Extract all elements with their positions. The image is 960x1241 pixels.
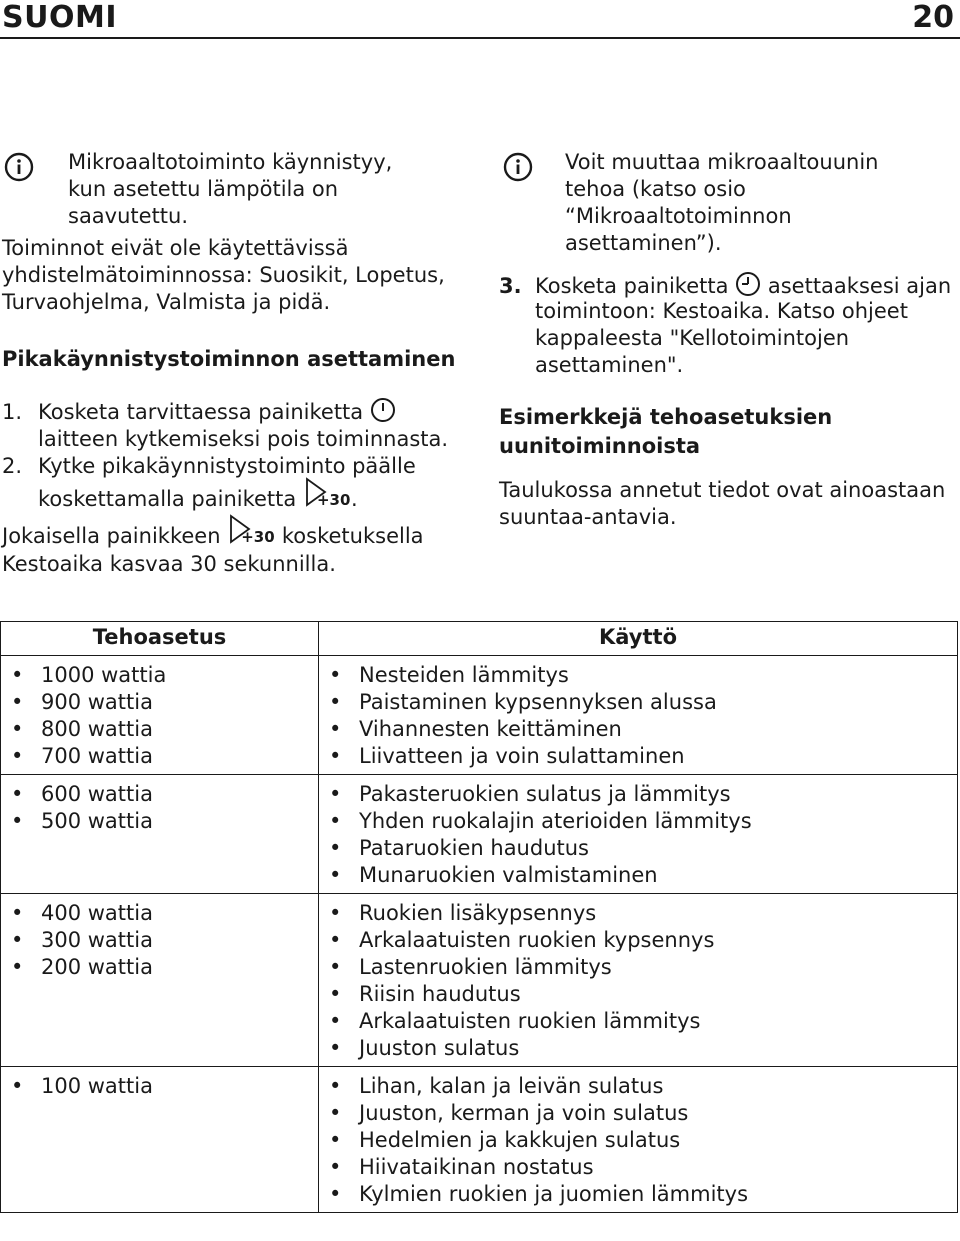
- step-1: [2, 397, 396, 426]
- list-item: • Yhden ruokalajin aterioiden lämmitys: [319, 808, 957, 835]
- step-number: 3.: [499, 274, 522, 298]
- table-row: [1, 656, 958, 775]
- info-note-right: [565, 149, 878, 257]
- list-item: • 500 wattia: [1, 808, 318, 835]
- list-item: • 900 wattia: [1, 689, 318, 716]
- step-text: koskettamalla painiketta: [38, 487, 297, 511]
- info-line: tehoa (katso osio: [565, 177, 746, 201]
- step-number: 1.: [2, 400, 23, 424]
- info-line: asettaminen”).: [565, 231, 722, 255]
- step-text: Kytke pikakäynnistystoiminto päälle: [38, 454, 416, 478]
- info-line: “Mikroaaltotoiminnon: [565, 204, 792, 228]
- list-item: • 700 wattia: [1, 743, 318, 770]
- use-cell: [319, 775, 958, 894]
- info-icon: [4, 152, 34, 182]
- subheading-line: Esimerkkejä tehoasetuksien: [499, 405, 833, 429]
- list-item: • Lastenruokien lämmitys: [319, 954, 957, 981]
- list-item: • Paistaminen kypsennyksen alussa: [319, 689, 957, 716]
- plus30-button-icon: [303, 485, 351, 512]
- page-header: [0, 0, 960, 38]
- step-2-continued: [38, 485, 358, 513]
- table-row: [1, 1067, 958, 1213]
- clock-icon: [735, 271, 761, 297]
- plus30-label: +30: [241, 528, 275, 546]
- restriction-note: [2, 235, 445, 316]
- info-line: Voit muuttaa mikroaaltouunin: [565, 150, 879, 174]
- plus30-button-icon: [227, 522, 275, 549]
- header-rule: [0, 37, 960, 39]
- info-note-left: [68, 149, 392, 230]
- list-item: • 1000 wattia: [1, 662, 318, 689]
- list-item: • Arkalaatuisten ruokien lämmitys: [319, 1008, 957, 1035]
- list-item: • Liivatteen ja voin sulattaminen: [319, 743, 957, 770]
- plus30-label: +30: [316, 491, 351, 509]
- subheading-examples: [499, 403, 832, 461]
- step-3-continued: [535, 298, 908, 379]
- list-item: • Nesteiden lämmitys: [319, 662, 957, 689]
- list-item: • 400 wattia: [1, 900, 318, 927]
- list-item: • 300 wattia: [1, 927, 318, 954]
- power-cell: [1, 1067, 319, 1213]
- table-header-row: [1, 622, 958, 656]
- info-line: kun asetettu lämpötila on: [68, 177, 339, 201]
- note-text: kosketuksella: [281, 524, 424, 548]
- column-header-power: Tehoasetus: [1, 622, 319, 656]
- power-cell: [1, 656, 319, 775]
- step-3: [499, 271, 951, 300]
- step-line: asettaminen".: [535, 353, 684, 377]
- subheading-line: uunitoiminnoista: [499, 434, 701, 458]
- note-line: suuntaa-antavia.: [499, 505, 677, 529]
- power-cell: [1, 894, 319, 1067]
- table-row: [1, 775, 958, 894]
- list-item: • Riisin haudutus: [319, 981, 957, 1008]
- table-row: [1, 894, 958, 1067]
- indicative-note: [499, 477, 945, 531]
- power-cell: [1, 775, 319, 894]
- step-text: Kosketa tarvittaessa painiketta: [38, 400, 364, 424]
- power-icon: [370, 397, 396, 423]
- use-cell: [319, 1067, 958, 1213]
- list-item: • Ruokien lisäkypsennys: [319, 900, 957, 927]
- list-item: • Hiivataikinan nostatus: [319, 1154, 957, 1181]
- step-1-continued: laitteen kytkemiseksi pois toiminnasta.: [38, 427, 449, 451]
- list-item: • Kylmien ruokien ja juomien lämmitys: [319, 1181, 957, 1208]
- note-line: Taulukossa annetut tiedot ovat ainoastaan: [499, 478, 946, 502]
- list-item: • Pakasteruokien sulatus ja lämmitys: [319, 781, 957, 808]
- list-item: • Pataruokien haudutus: [319, 835, 957, 862]
- info-line: saavutettu.: [68, 204, 189, 228]
- restriction-line: Turvaohjelma, Valmista ja pidä.: [2, 290, 331, 314]
- section-title: SUOMI: [2, 0, 117, 35]
- use-cell: [319, 894, 958, 1067]
- list-item: • Juuston, kerman ja voin sulatus: [319, 1100, 957, 1127]
- step-text: Kosketa painiketta: [535, 274, 729, 298]
- step-number: 2.: [2, 454, 23, 478]
- list-item: • 100 wattia: [1, 1073, 318, 1100]
- list-item: • Vihannesten keittäminen: [319, 716, 957, 743]
- list-item: • Arkalaatuisten ruokien kypsennys: [319, 927, 957, 954]
- list-item: • 800 wattia: [1, 716, 318, 743]
- note-text: Jokaisella painikkeen: [2, 524, 221, 548]
- list-item: • 600 wattia: [1, 781, 318, 808]
- each-press-note: [2, 522, 424, 550]
- step-line: kappaleesta "Kellotoimintojen: [535, 326, 850, 350]
- list-item: • Munaruokien valmistaminen: [319, 862, 957, 889]
- page-number: 20: [912, 0, 954, 35]
- step-line: toimintoon: Kestoaika. Katso ohjeet: [535, 299, 908, 323]
- power-settings-table: [0, 621, 958, 1213]
- info-line: Mikroaaltotoiminto käynnistyy,: [68, 150, 393, 174]
- list-item: • Hedelmien ja kakkujen sulatus: [319, 1127, 957, 1154]
- each-press-note-continued: Kestoaika kasvaa 30 sekunnilla.: [2, 552, 336, 576]
- list-item: • 200 wattia: [1, 954, 318, 981]
- subheading-quick-start: Pikakäynnistystoiminnon asettaminen: [2, 347, 456, 371]
- use-cell: [319, 656, 958, 775]
- restriction-line: yhdistelmätoiminnossa: Suosikit, Lopetus,: [2, 263, 445, 287]
- column-header-use: Käyttö: [319, 622, 958, 656]
- step-text: asettaaksesi ajan: [767, 274, 952, 298]
- info-icon: [503, 152, 533, 182]
- list-item: • Lihan, kalan ja leivän sulatus: [319, 1073, 957, 1100]
- restriction-line: Toiminnot eivät ole käytettävissä: [2, 236, 349, 260]
- step-text: .: [350, 487, 358, 511]
- list-item: • Juuston sulatus: [319, 1035, 957, 1062]
- step-2: [2, 453, 416, 480]
